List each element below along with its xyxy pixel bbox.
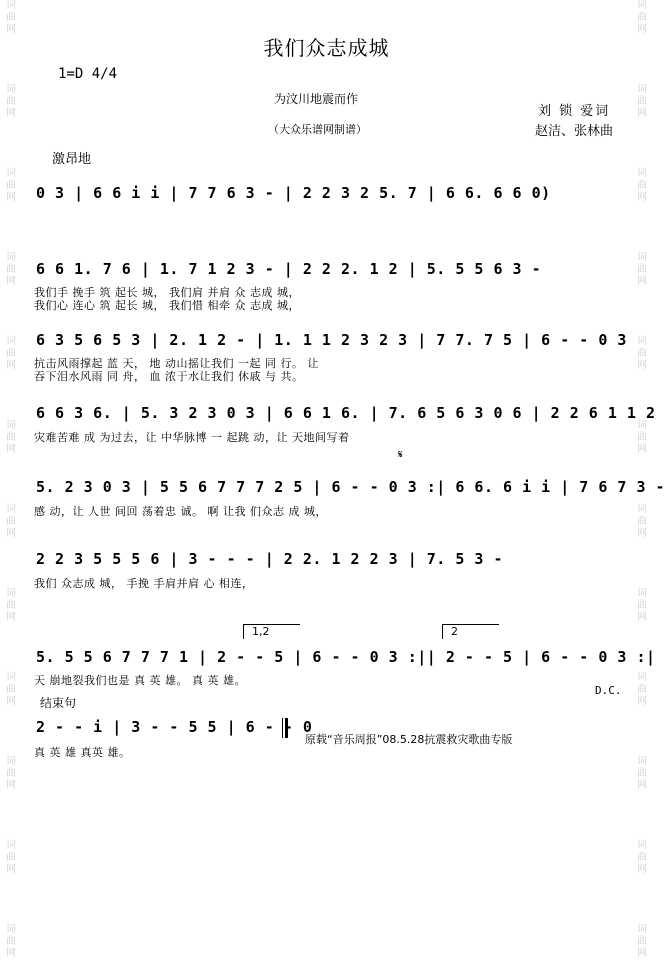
notes-line-4: 6 6 3 6. | 5. 3 2 3 0 3 | 6 6 1 6. | 7. 6 5 6 3 0 6 | 2 2 6 1 1 2: [36, 404, 656, 422]
subtitle: 为汶川地震而作: [274, 92, 359, 106]
segno-sign: 𝄋: [398, 448, 403, 461]
lyric-line-3a: 抗击风雨撑起 蓝 天， 地 动山摇让我们 一起 同 行。 让: [34, 357, 319, 370]
lyric-line-8: 真 英 雄 真英 雄。: [34, 746, 131, 759]
volta-bracket-2: 2: [442, 624, 499, 639]
volta-bracket-1: 1,2: [243, 624, 300, 639]
final-barline: [282, 718, 288, 738]
notes-line-5: 5. 2 3 0 3 | 5 5 6 7 7 7 2 5 | 6 - - 0 3 :| 6 6. 6 i i | 7 6 7 3 -: [36, 478, 665, 496]
notes-line-8: 2 - - i | 3 - - 5 5 | 6 - - 0: [36, 718, 313, 736]
notes-line-2: 6 6 1. 7 6 | 1. 7 1 2 3 - | 2 2 2. 1 2 | 5. 5 5 6 3 -: [36, 260, 542, 278]
lyric-line-5: 感 动，让 人世 间回 荡着忠 诚。 啊 让我 们众志 成 城，: [34, 505, 327, 518]
lyric-line-4: 灾难苦难 成 为过去，让 中华脉博 一 起跳 动，让 天地间写着: [34, 431, 350, 444]
key-signature: 1=D 4/4: [58, 66, 118, 82]
da-capo-mark: D.C.: [595, 684, 622, 697]
notes-line-3: 6 3 5 6 5 3 | 2. 1 2 - | 1. 1 1 2 3 2 3 | 7 7. 7 5 | 6 - - 0 3: [36, 331, 627, 349]
notes-line-7: 5. 5 5 6 7 7 7 1 | 2 - - 5 | 6 - - 0 3 :|| 2 - - 5 | 6 - - 0 3 :|: [36, 648, 656, 666]
lyric-line-2a: 我们手 挽手 筑 起长 城， 我们肩 并肩 众 志成 城，: [34, 286, 300, 299]
notes-line-1: 0 3 | 6 6 i i | 7 7 6 3 - | 2 2 3 2 5. 7 | 6 6. 6 6 0): [36, 184, 551, 202]
lyric-line-2b: 我们心 连心 筑 起长 城， 我们惜 相牵 众 志成 城，: [34, 299, 300, 312]
tempo-marking: 激昂地: [52, 152, 92, 167]
composer: 赵洁、张林曲: [535, 124, 614, 139]
song-title: 我们众志成城: [263, 36, 390, 60]
lyric-line-7: 天 崩地裂我们也是 真 英 雄。 真 英 雄。: [34, 674, 246, 687]
lyric-line-6: 我们 众志成 城， 手挽 手肩并肩 心 相连，: [34, 577, 254, 590]
ending-label: 结束句: [40, 696, 77, 710]
lyricist: 刘 锁 爱词: [538, 104, 611, 119]
transcription-credit: （大众乐谱网制谱）: [268, 123, 367, 136]
watermark-left: 词 曲 网 词 曲 网 词 曲 网 词 曲 网 词 曲 网 词 曲 网 词 曲 网 词 曲 网 词 曲 网 词 曲 网 词 曲 网 词 曲 网: [6, 0, 16, 959]
watermark-right: 词 曲 网 词 曲 网 词 曲 网 词 曲 网 词 曲 网 词 曲 网 词 曲 网 词 曲 网 词 曲 网 词 曲 网 词 曲 网 词 曲 网: [637, 0, 647, 959]
lyric-line-3b: 吞下泪水风雨 同 舟， 血 浓于水让我们 休戚 与 共。: [34, 370, 304, 383]
notes-line-6: 2 2 3 5 5 5 6 | 3 - - - | 2 2. 1 2 2 3 | 7. 5 3 -: [36, 550, 504, 568]
source-note: 原载“音乐周报”08.5.28抗震救灾歌曲专版: [305, 733, 513, 746]
